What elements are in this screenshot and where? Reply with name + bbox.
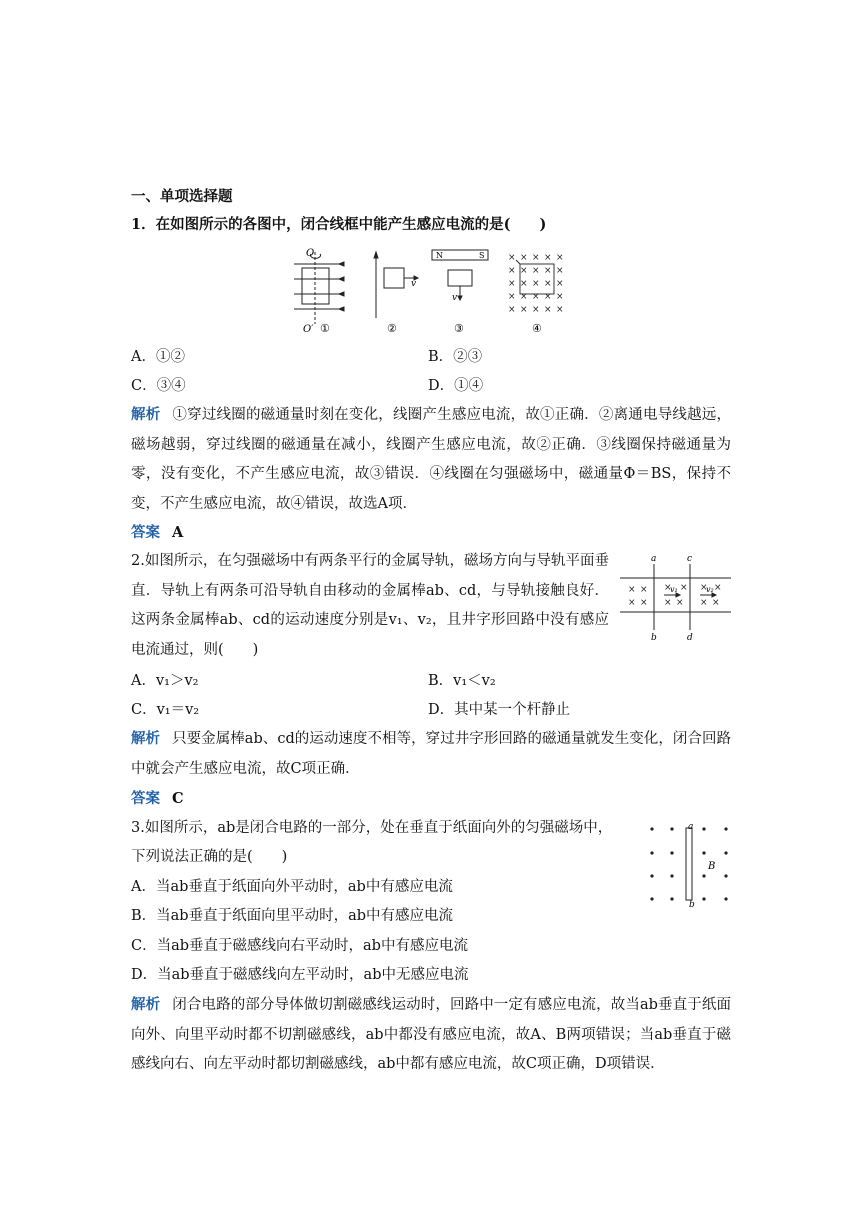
q3-fig-a: a	[688, 822, 694, 832]
q2-answer-tag: 答案	[131, 790, 160, 807]
q2-analysis-tag: 解析	[131, 730, 161, 747]
field-cross-icon: ×	[508, 292, 516, 302]
field-cross-icon: ×	[714, 583, 722, 593]
q3-figure	[644, 816, 736, 910]
q2-option-c: C．v₁＝v₂	[131, 702, 200, 718]
q1-fig4-label: ④	[532, 322, 542, 335]
field-cross-icon: ×	[520, 292, 528, 302]
field-cross-icon: ×	[532, 279, 540, 289]
field-dot-icon	[670, 851, 673, 854]
q1-option-a: A．①②	[131, 349, 185, 365]
q3-option-a: A．当ab垂直于纸面向外平动时，ab中有感应电流	[131, 879, 453, 895]
field-cross-icon: ×	[664, 598, 672, 608]
field-dot-icon	[650, 851, 653, 854]
field-cross-icon: ×	[700, 598, 708, 608]
field-cross-icon: ×	[544, 292, 552, 302]
q2-fig-v1: v₁	[670, 585, 678, 594]
field-cross-icon: ×	[532, 266, 540, 276]
q2-option-a: A．v₁＞v₂	[131, 673, 199, 689]
field-cross-icon: ×	[628, 598, 636, 608]
field-dot-icon	[724, 897, 727, 900]
q1-option-c: C．③④	[131, 378, 186, 394]
q2-option-d: D．其中某一个杆静止	[428, 702, 571, 718]
q2-figure	[618, 550, 733, 642]
q3-fig-B: B	[708, 861, 716, 872]
field-dot-icon	[650, 874, 653, 877]
q3-stem-line2: 下列说法正确的是( )	[131, 849, 288, 865]
field-cross-icon: ×	[532, 253, 540, 263]
q3-option-b: B．当ab垂直于纸面向里平动时，ab中有感应电流	[131, 908, 454, 924]
field-dot-icon	[650, 827, 653, 830]
q2-fig-v2: v₂	[706, 585, 714, 594]
field-cross-icon: ×	[680, 583, 688, 593]
q3-fig-b: b	[689, 900, 695, 910]
field-dot-icon	[724, 874, 727, 877]
field-cross-icon: ×	[664, 583, 672, 593]
q1-figure-4	[508, 253, 564, 315]
q2-fig-a: a	[651, 554, 657, 564]
field-cross-icon: ×	[556, 266, 564, 276]
field-cross-icon: ×	[628, 585, 636, 595]
q2-fig-b: b	[651, 633, 657, 642]
field-cross-icon: ×	[508, 266, 516, 276]
q1-fig2-label: ②	[387, 322, 397, 335]
field-dot-icon	[670, 827, 673, 830]
field-dot-icon	[670, 897, 673, 900]
field-dot-icon	[650, 897, 653, 900]
field-cross-icon: ×	[544, 279, 552, 289]
field-dot-icon	[702, 874, 705, 877]
q2-option-b: B．v₁＜v₂	[428, 673, 496, 689]
field-cross-icon: ×	[508, 253, 516, 263]
q3-stem-line1: 3.如图所示，ab是闭合电路的一部分，处在垂直于纸面向外的匀强磁场中，	[131, 820, 613, 836]
q1-fig1-label: ①	[320, 322, 330, 335]
field-cross-icon: ×	[520, 253, 528, 263]
field-cross-icon: ×	[700, 583, 708, 593]
q1-fig1-o-bottom: O′	[303, 324, 314, 335]
field-cross-icon: ×	[544, 266, 552, 276]
q1-fig1-o-top: O	[306, 248, 315, 259]
field-dot-icon	[702, 897, 705, 900]
field-cross-icon: ×	[712, 598, 720, 608]
q3-option-c: C．当ab垂直于磁感线向右平动时，ab中有感应电流	[131, 938, 468, 954]
q2-analysis	[131, 724, 731, 784]
field-cross-icon: ×	[520, 305, 528, 315]
field-dot-icon	[724, 827, 727, 830]
q1-option-b: B．②③	[428, 349, 483, 365]
q1-fig3-label: ③	[454, 322, 464, 335]
field-cross-icon: ×	[676, 598, 684, 608]
field-dot-icon	[702, 827, 705, 830]
q2-stem: 2.如图所示，在匀强磁场中有两条平行的金属导轨，磁场方向与导轨平面垂直．导轨上有两条可沿导轨自由移动的金属棒ab、cd，与导轨接触良好．这两条金属棒ab、cd的运动速度分别是v₁、v₂，且井字形回路中没有感应电流通过，则( )	[131, 553, 609, 658]
field-cross-icon: ×	[640, 598, 648, 608]
q1-fig3-v: v	[452, 293, 458, 303]
q1-fig3-s: S	[479, 251, 485, 260]
q1-fig3-n: N	[436, 251, 443, 260]
q2-answer	[131, 789, 184, 809]
q1-stem: 1．在如图所示的各图中，闭合线框中能产生感应电流的是( )	[131, 216, 547, 233]
field-cross-icon: ×	[520, 266, 528, 276]
field-dot-icon	[670, 874, 673, 877]
field-cross-icon: ×	[640, 585, 648, 595]
field-cross-icon: ×	[532, 292, 540, 302]
q3-option-d: D．当ab垂直于磁感线向左平动时，ab中无感应电流	[131, 967, 469, 983]
field-cross-icon: ×	[544, 305, 552, 315]
q3-analysis-tag: 解析	[131, 996, 161, 1013]
q1-analysis-text: ①穿过线圈的磁通量时刻在变化，线圈产生感应电流，故①正确．②离通电导线越远，磁场越弱，穿过线圈的磁通量在减小，线圈产生感应电流，故②正确．③线圈保持磁通量为零，没有变化，不产生感应电流，故③错误．④线圈在匀强磁场中，磁通量Φ＝BS，保持不变，不产生感应电流，故④错误，故选A项．	[131, 407, 732, 512]
field-cross-icon: ×	[556, 305, 564, 315]
q1-figure	[286, 242, 576, 337]
q2-fig-c: c	[687, 554, 693, 564]
q2-analysis-text: 只要金属棒ab、cd的运动速度不相等，穿过井字形回路的磁通量就发生变化，闭合回路中就会产生感应电流，故C项正确．	[131, 731, 732, 777]
q2-fig-d: d	[687, 633, 693, 642]
field-cross-icon: ×	[532, 305, 540, 315]
q1-answer-tag: 答案	[131, 524, 160, 541]
field-cross-icon: ×	[520, 279, 528, 289]
field-cross-icon: ×	[508, 305, 516, 315]
q2-answer-value: C	[172, 790, 184, 807]
field-cross-icon: ×	[556, 253, 564, 263]
q3-analysis	[131, 990, 731, 1080]
field-dot-icon	[724, 851, 727, 854]
q1-fig2-v: v	[411, 279, 417, 289]
field-dot-icon	[702, 851, 705, 854]
field-cross-icon: ×	[556, 279, 564, 289]
section-title: 一、单项选择题	[131, 188, 233, 205]
q1-figure-1	[294, 252, 344, 324]
field-cross-icon: ×	[556, 292, 564, 302]
q1-analysis-tag: 解析	[131, 406, 161, 423]
q1-answer	[131, 523, 183, 543]
q1-answer-value: A	[172, 524, 184, 541]
q1-analysis	[131, 400, 731, 519]
field-cross-icon: ×	[508, 279, 516, 289]
q3-analysis-text: 闭合电路的部分导体做切割磁感线运动时，回路中一定有感应电流，故当ab垂直于纸面向外、向里平动时都不切割磁感线，ab中都没有感应电流，故A、B两项错误；当ab垂直于磁感线向右、向左平动时都切割磁感线，ab中都有感应电流，故C项正确，D项错误．	[131, 997, 731, 1072]
field-cross-icon: ×	[544, 253, 552, 263]
q1-option-d: D．①④	[428, 378, 484, 394]
